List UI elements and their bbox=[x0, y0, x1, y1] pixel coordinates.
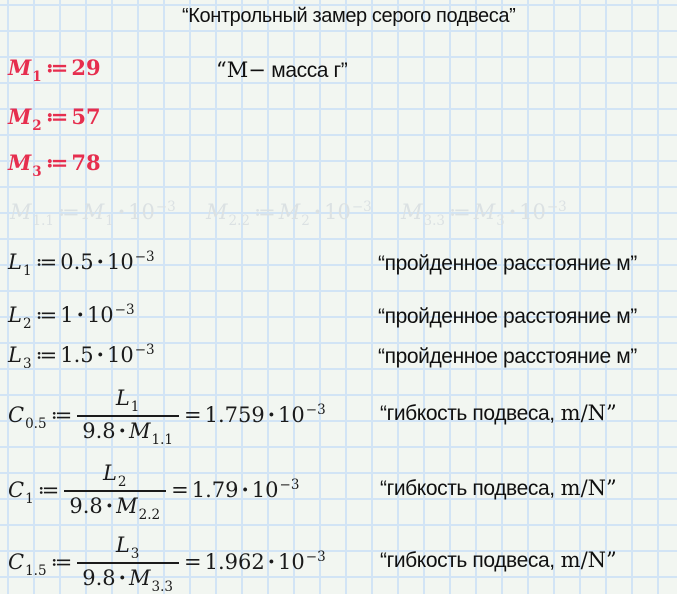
multiply-operator: · bbox=[76, 302, 84, 327]
variable-name: L bbox=[8, 250, 22, 274]
equals-operator: = bbox=[171, 477, 189, 502]
coefficient: 0.5 bbox=[60, 250, 94, 274]
coefficient: 1.5 bbox=[60, 343, 94, 367]
equation-c1-definition[interactable] bbox=[8, 461, 299, 521]
assign-operator: ≔ bbox=[45, 150, 69, 175]
comment-l3[interactable]: “пройденное расстояние м” bbox=[378, 345, 637, 368]
denominator-subscript: 2.2 bbox=[138, 507, 161, 523]
assign-operator: ≔ bbox=[45, 104, 69, 129]
variable-name: M bbox=[10, 200, 32, 224]
equation-l1-definition[interactable] bbox=[8, 249, 155, 278]
variable-name: L bbox=[8, 303, 22, 327]
rhs-variable: M bbox=[278, 200, 301, 224]
value: 57 bbox=[71, 104, 101, 129]
result-coefficient: 1.759 bbox=[204, 402, 265, 427]
comment-mass[interactable] bbox=[216, 58, 347, 83]
value: 29 bbox=[71, 55, 101, 80]
variable-subscript: 1.5 bbox=[25, 562, 47, 579]
power-base: 10 bbox=[86, 303, 114, 327]
denominator-variable: M bbox=[128, 566, 151, 590]
numerator-variable: L bbox=[102, 461, 117, 485]
equation-m22-definition[interactable] bbox=[206, 199, 372, 228]
rhs-variable: M bbox=[473, 200, 496, 224]
assign-operator: ≔ bbox=[35, 303, 58, 327]
equation-lhs bbox=[8, 402, 75, 431]
rhs-subscript: 3 bbox=[496, 213, 505, 229]
fraction bbox=[77, 386, 179, 446]
denominator-coefficient: 9.8 bbox=[69, 494, 103, 518]
variable-name: L bbox=[8, 343, 22, 367]
variable-name: C bbox=[8, 549, 25, 574]
comment-l2[interactable]: “пройденное расстояние м” bbox=[378, 305, 637, 328]
assign-operator: ≔ bbox=[449, 200, 471, 224]
comment-text: “гибкость подвеса, bbox=[380, 549, 555, 572]
denominator-subscript: 1.1 bbox=[151, 432, 173, 448]
multiply-operator: · bbox=[117, 199, 126, 224]
variable-subscript: 1.1 bbox=[32, 213, 54, 229]
variable-subscript: 3 bbox=[32, 164, 42, 180]
variable-name: C bbox=[8, 402, 25, 427]
fraction bbox=[64, 461, 166, 521]
equation-l3-definition[interactable] bbox=[8, 342, 155, 371]
fraction-denominator bbox=[77, 415, 179, 446]
multiply-operator: · bbox=[96, 249, 104, 274]
equation-c05-definition[interactable] bbox=[8, 386, 326, 446]
power-exponent: −3 bbox=[134, 249, 155, 265]
worksheet-title[interactable]: “Контрольный замер серого подвеса” bbox=[182, 5, 516, 27]
multiply-operator: · bbox=[118, 565, 126, 590]
multiply-operator: · bbox=[118, 418, 126, 443]
fraction-denominator bbox=[64, 490, 166, 521]
variable-subscript: 1 bbox=[22, 263, 32, 279]
equation-m2-definition[interactable] bbox=[8, 104, 101, 133]
power-base: 10 bbox=[251, 477, 279, 502]
equation-m11-definition[interactable] bbox=[10, 199, 176, 228]
comment-c05[interactable] bbox=[380, 401, 617, 426]
multiply-operator: · bbox=[313, 199, 322, 224]
equation-m33-definition[interactable] bbox=[401, 199, 567, 228]
comment-text: “гибкость подвеса, bbox=[380, 477, 555, 500]
comment-mass-text: масса г” bbox=[265, 59, 348, 82]
variable-name: M bbox=[8, 55, 32, 80]
variable-name: M bbox=[401, 200, 423, 224]
assign-operator: ≔ bbox=[50, 402, 73, 427]
variable-name: M bbox=[8, 150, 32, 175]
assign-operator: ≔ bbox=[58, 200, 80, 224]
variable-subscript: 2 bbox=[22, 316, 32, 332]
power-exponent: −3 bbox=[546, 199, 567, 215]
equation-result bbox=[181, 402, 326, 431]
result-coefficient: 1.962 bbox=[204, 549, 265, 574]
comment-text: “гибкость подвеса, bbox=[380, 402, 555, 425]
multiply-operator: · bbox=[508, 199, 517, 224]
equation-lhs bbox=[8, 477, 62, 506]
assign-operator: ≔ bbox=[45, 55, 69, 80]
assign-operator: ≔ bbox=[254, 200, 276, 224]
power-base: 10 bbox=[519, 200, 546, 224]
power-exponent: −3 bbox=[279, 476, 300, 493]
fraction-numerator bbox=[64, 461, 166, 490]
denominator-subscript: 3.3 bbox=[151, 579, 173, 594]
denominator-variable: M bbox=[116, 494, 138, 518]
equation-l2-definition[interactable] bbox=[8, 302, 135, 331]
assign-operator: ≔ bbox=[35, 343, 58, 367]
power-base: 10 bbox=[106, 250, 134, 274]
denominator-variable: M bbox=[128, 419, 151, 443]
numerator-subscript: 2 bbox=[117, 474, 127, 490]
assign-operator: ≔ bbox=[35, 250, 58, 274]
variable-subscript: 1 bbox=[32, 69, 42, 85]
equation-result bbox=[181, 549, 326, 578]
multiply-operator: · bbox=[96, 342, 104, 367]
comment-unit: m/N” bbox=[560, 548, 617, 572]
power-base: 10 bbox=[128, 200, 155, 224]
variable-subscript: 2 bbox=[32, 118, 42, 134]
power-exponent: −3 bbox=[305, 548, 326, 565]
variable-subscript: 1 bbox=[25, 490, 34, 507]
power-base: 10 bbox=[278, 549, 305, 574]
equation-m3-definition[interactable] bbox=[8, 150, 101, 179]
comment-c1[interactable] bbox=[380, 476, 617, 501]
variable-name: M bbox=[206, 200, 228, 224]
equation-m1-definition[interactable] bbox=[8, 55, 101, 84]
assign-operator: ≔ bbox=[37, 477, 60, 502]
rhs-subscript: 1 bbox=[105, 213, 114, 229]
numerator-variable: L bbox=[115, 533, 130, 557]
power-base: 10 bbox=[278, 402, 305, 427]
equation-result bbox=[168, 477, 299, 506]
equals-operator: = bbox=[183, 549, 202, 574]
variable-name: C bbox=[8, 477, 25, 502]
variable-name: M bbox=[8, 104, 32, 129]
numerator-subscript: 1 bbox=[130, 399, 140, 415]
multiply-operator: · bbox=[267, 548, 276, 574]
power-base: 10 bbox=[324, 200, 351, 224]
numerator-subscript: 3 bbox=[130, 546, 140, 562]
fraction-numerator bbox=[77, 386, 179, 415]
fraction-denominator bbox=[77, 562, 179, 593]
multiply-operator: · bbox=[267, 401, 276, 427]
equation-lhs bbox=[8, 549, 75, 578]
variable-subscript: 0.5 bbox=[25, 415, 47, 432]
fraction-numerator bbox=[77, 533, 179, 562]
comment-l1[interactable]: “пройденное расстояние м” bbox=[378, 252, 637, 275]
numerator-variable: L bbox=[115, 386, 130, 410]
power-exponent: −3 bbox=[134, 342, 155, 358]
comment-unit: m/N” bbox=[560, 476, 617, 500]
variable-subscript: 2.2 bbox=[228, 213, 250, 229]
power-exponent: −3 bbox=[114, 302, 135, 318]
value: 78 bbox=[71, 150, 101, 175]
assign-operator: ≔ bbox=[50, 549, 73, 574]
power-exponent: −3 bbox=[155, 199, 176, 215]
denominator-coefficient: 9.8 bbox=[82, 566, 116, 590]
power-base: 10 bbox=[106, 343, 134, 367]
comment-mass-symbol: “M− bbox=[216, 58, 266, 82]
comment-c15[interactable] bbox=[380, 548, 617, 573]
power-exponent: −3 bbox=[351, 199, 372, 215]
coefficient: 1 bbox=[60, 303, 74, 327]
multiply-operator: · bbox=[105, 493, 114, 518]
comment-unit: m/N” bbox=[560, 401, 617, 425]
rhs-subscript: 2 bbox=[301, 213, 310, 229]
result-coefficient: 1.79 bbox=[191, 477, 239, 502]
equation-c15-definition[interactable] bbox=[8, 533, 326, 593]
equals-operator: = bbox=[183, 402, 202, 427]
power-exponent: −3 bbox=[305, 401, 326, 418]
denominator-coefficient: 9.8 bbox=[82, 419, 116, 443]
fraction bbox=[77, 533, 179, 593]
multiply-operator: · bbox=[241, 476, 249, 502]
variable-subscript: 3.3 bbox=[423, 213, 445, 229]
variable-subscript: 3 bbox=[22, 356, 32, 372]
rhs-variable: M bbox=[82, 200, 105, 224]
